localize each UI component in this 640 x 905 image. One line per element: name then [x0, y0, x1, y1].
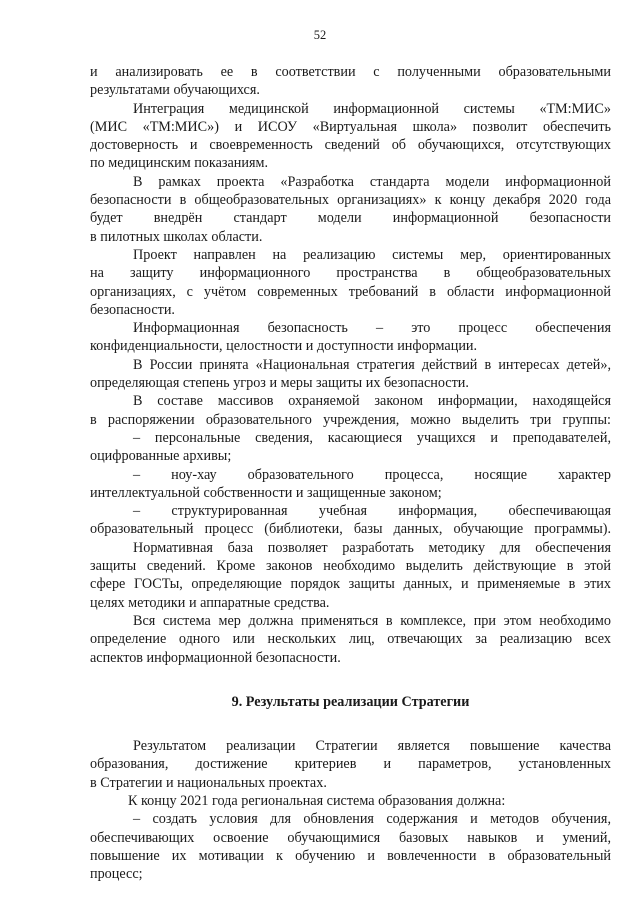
text-line: – ноу-хау образовательного процесса, носящие характер	[133, 466, 611, 483]
text-line: сфере ГОСТы, определяющие порядок защиты данных, и применяемые в этих	[90, 576, 611, 593]
text-line: защиты сведений. Кроме законов необходимо выделить действующие в этой	[90, 558, 611, 575]
text-line: аспектов информационной безопасности.	[90, 649, 341, 666]
text-line: безопасности в общеобразовательных организациях» к концу декабря 2020 года	[90, 192, 611, 209]
text-line: – структурированная учебная информация, обеспечивающая	[133, 503, 611, 520]
text-line: определяющая степень угроз и меры защиты их безопасности.	[90, 375, 469, 392]
text-line: на защиту информационного пространства в общеобразовательных	[90, 265, 611, 282]
page-number: 52	[313, 28, 327, 42]
section-8-tail	[90, 63, 611, 667]
spacer	[90, 667, 611, 693]
text-line: образования, достижение критериев и параметров, установленных	[90, 756, 611, 773]
text-line: целях методики и аппаратные средства.	[90, 594, 330, 611]
text-line: – персональные сведения, касающиеся учащихся и преподавателей,	[133, 429, 611, 446]
text-line: обеспечивающих освоение обучающимися базовых навыков и умений,	[90, 829, 611, 846]
section-9-body	[90, 737, 611, 883]
text-line: Нормативная база позволяет разработать методику для обеспечения	[133, 539, 611, 556]
spacer	[90, 711, 611, 737]
text-line: в пилотных школах области.	[90, 228, 263, 245]
text-line: В составе массивов охраняемой законом информации, находящейся	[133, 393, 611, 410]
text-line: результатами обучающихся.	[90, 82, 260, 99]
text-line: в распоряжении образовательного учреждения, можно выделить три группы:	[90, 411, 611, 428]
text-line: В рамках проекта «Разработка стандарта модели информационной	[133, 173, 611, 190]
document-body	[90, 63, 611, 883]
text-line: – создать условия для обновления содержания и методов обучения,	[133, 811, 611, 828]
text-line: (МИС «ТМ:МИС») и ИСОУ «Виртуальная школа» позволит обеспечить	[90, 118, 611, 135]
text-line: определение одного или нескольких лиц, отвечающих за реализацию всех	[90, 631, 611, 648]
text-line: организациях, с учётом современных требований в области информационной	[90, 283, 611, 300]
text-line: и анализировать ее в соответствии с полученными образовательными	[90, 64, 611, 80]
text-line: интеллектуальной собственности и защищенные законом;	[90, 484, 442, 501]
text-line: Результатом реализации Стратегии является повышение качества	[133, 738, 611, 755]
text-line: Интеграция медицинской информационной системы «ТМ:МИС»	[133, 100, 611, 117]
text-line: конфиденциальности, целостности и доступности информации.	[90, 338, 478, 355]
text-line: будет внедрён стандарт модели информационной безопасности	[90, 210, 611, 227]
text-line: повышение их мотивации к обучению и вовлеченности в образовательный	[90, 847, 611, 864]
text-line: Информационная безопасность – это процесс обеспечения	[133, 320, 611, 337]
text-line: образовательный процесс (библиотеки, базы данных, обучающие программы).	[90, 521, 611, 538]
text-line: процесс;	[90, 866, 143, 883]
text-line: в Стратегии и национальных проектах.	[90, 774, 327, 791]
text-line: безопасности.	[90, 301, 175, 318]
text-line: Вся система мер должна применяться в комплексе, при этом необходимо	[133, 612, 611, 629]
text-line: К концу 2021 года региональная система образования должна:	[128, 792, 506, 809]
text-line: достоверность и своевременность сведений об обучающихся, отсутствующих	[90, 137, 611, 154]
text-line: В России принята «Национальная стратегия действий в интересах детей»,	[133, 356, 611, 373]
text-line: оцифрованные архивы;	[90, 448, 232, 465]
text-line: Проект направлен на реализацию системы мер, ориентированных	[133, 246, 611, 263]
section-heading: 9. Результаты реализации Стратегии	[231, 693, 470, 710]
text-line: по медицинским показаниям.	[90, 155, 269, 172]
